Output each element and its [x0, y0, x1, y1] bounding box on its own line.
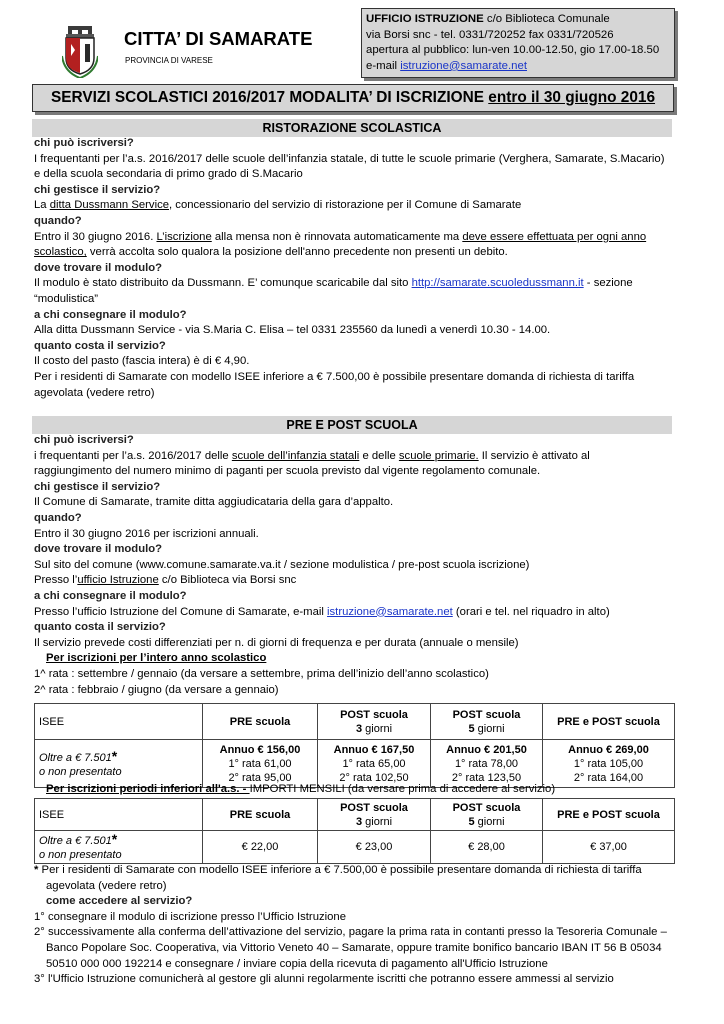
answer-line: Per i residenti di Samarate con modello ISEE inferiore a € 7.500,00 è possibile presentare domanda di richiesta di tariffa: [34, 370, 635, 383]
answer-text: , concessionario del servizio di ristorazione per il Comune di Samarate: [169, 199, 522, 212]
answer-text: alla mensa non è rinnovata automaticamente ma: [211, 230, 463, 243]
col-post3: [318, 799, 431, 831]
rata2-amount: 2° rata 95,00: [228, 771, 292, 784]
answer-text: La: [34, 199, 50, 212]
row-label: [35, 831, 203, 864]
monthly-fee-table: [34, 798, 675, 864]
question: a chi consegnare il modulo?: [34, 308, 187, 321]
answer-text: e delle: [359, 449, 399, 462]
footer-notes: [34, 863, 684, 988]
cell-prepost: [543, 740, 675, 788]
asterisk: *: [111, 747, 118, 764]
col-prepost: PRE e POST scuola: [543, 704, 675, 740]
row-label-text: o non presentato: [39, 765, 122, 778]
rata2-amount: 2° rata 123,50: [451, 771, 522, 784]
table-row: [35, 831, 675, 864]
col-post3: [318, 704, 431, 740]
section-header-prepost: PRE E POST SCUOLA: [32, 416, 672, 434]
annual-total: Annuo € 201,50: [446, 743, 527, 756]
note-text: agevolata (vedere retro): [46, 879, 167, 892]
rata1-amount: 1° rata 78,00: [454, 757, 519, 770]
answer-text: Entro il 30 giugno 2016.: [34, 230, 157, 243]
answer-text: Il servizio è attivato al: [478, 449, 590, 462]
rata1-amount: 1° rata 61,00: [228, 757, 292, 770]
answer-text: c/o Biblioteca via Borsi snc: [158, 574, 297, 587]
office-hours: apertura al pubblico: lun-ven 10.00-12.50, gio 17.00-18.50: [366, 44, 660, 57]
city-title: CITTA’ DI SAMARATE: [124, 28, 313, 49]
cell-prepost: € 37,00: [543, 831, 675, 864]
answer-line: Sul sito del comune (www.comune.samarate.va.it / sezione modulistica / pre-post scuola iscrizione): [34, 558, 530, 571]
dussmann-name: ditta Dussmann Service: [49, 199, 170, 212]
asterisk: *: [34, 864, 39, 876]
answer-text: (orari e tel. nel riquadro in alto): [452, 605, 610, 618]
question: quanto costa il servizio?: [34, 621, 166, 634]
col-post3-label: POST scuola: [340, 801, 408, 814]
monthly-heading-row: [34, 782, 684, 798]
answer-line: Il costo del pasto (fascia intera) è di € 4,90.: [34, 355, 250, 368]
answer-line: “modulistica”: [34, 292, 99, 305]
row-label-text: Oltre a € 7.501: [39, 751, 112, 764]
answer-text: - sezione: [583, 277, 633, 290]
answer-text: L’iscrizione: [156, 230, 212, 243]
question: quando?: [34, 511, 82, 524]
answer-text: i frequentanti per l’a.s. 2016/2017 delle: [34, 449, 232, 462]
col-post3-days: 3: [355, 815, 363, 828]
answer-line: Il Comune di Samarate, tramite ditta aggiudicataria della gara d’appalto.: [34, 496, 394, 509]
rata-line: 2^ rata : febbraio / giugno (da versare a gennaio): [34, 683, 279, 696]
title-deadline: entro il 30 giugno 2016: [488, 89, 656, 106]
question: quando?: [34, 214, 82, 227]
answer-line: I frequentanti per l’a.s. 2016/2017 delle scuole dell’infanzia statale, di tutte le scuole primarie (Verghera, Samarate, S.Macario): [34, 152, 665, 165]
answer-text: ufficio Istruzione: [77, 574, 159, 587]
col-post5: [431, 704, 543, 740]
col-post5-label: POST scuola: [452, 801, 521, 814]
col-post5-unit: giorni: [474, 815, 505, 828]
office-name: UFFICIO ISTRUZIONE: [366, 13, 484, 25]
prepost-content: [34, 433, 684, 698]
rata2-amount: 2° rata 102,50: [339, 771, 409, 784]
page-title: [32, 84, 674, 112]
ristorazione-content: [34, 136, 684, 401]
rata1-amount: 1° rata 105,00: [573, 757, 644, 770]
answer-text: deve essere effettuata per ogni anno: [462, 230, 647, 243]
col-pre: PRE scuola: [203, 704, 318, 740]
col-isee: ISEE: [35, 799, 203, 831]
answer-text: Presso l’: [34, 574, 78, 587]
annual-total: Annuo € 167,50: [333, 743, 415, 756]
question: chi gestisce il servizio?: [34, 183, 161, 196]
answer-text: Presso l’ufficio Istruzione del Comune di Samarate, e-mail: [34, 605, 328, 618]
col-post5-label: POST scuola: [452, 708, 521, 721]
row-label-text: Oltre a € 7.501: [39, 835, 112, 847]
row-label-text: o non presentato: [39, 849, 122, 861]
email-label: e-mail: [366, 59, 401, 72]
answer-text: verrà accolta solo qualora la posizione dell'anno precedente non presenti un debito.: [86, 246, 508, 259]
cell-pre: € 22,00: [203, 831, 318, 864]
answer-text: scolastico,: [34, 246, 87, 259]
col-post5: [431, 799, 543, 831]
question: dove trovare il modulo?: [34, 261, 163, 274]
office-address: via Borsi snc - tel. 0331/720252 fax 0331/720526: [366, 28, 614, 41]
col-post5-unit: giorni: [474, 722, 505, 735]
rata-line: 1^ rata : settembre / gennaio (da versare a settembre, prima dell’inizio dell’anno scolastico): [34, 667, 489, 680]
col-post5-days: 5: [468, 722, 475, 735]
answer-line: Il servizio prevede costi differenziati per n. di giorni di frequenza e per durata (annuale o mensile): [34, 636, 519, 649]
istruzione-email-link[interactable]: istruzione@samarate.net: [327, 605, 453, 618]
city-crest-icon: [62, 26, 98, 78]
col-post3-unit: giorni: [362, 815, 393, 828]
col-post5-days: 5: [468, 815, 475, 828]
answer-line: Entro il 30 giugno 2016 per iscrizioni annuali.: [34, 527, 259, 540]
answer-text: Il modulo è stato distribuito da Dussmann. E’ comunque scaricabile dal sito: [34, 277, 412, 290]
question: dove trovare il modulo?: [34, 543, 163, 556]
office-email-link[interactable]: istruzione@samarate.net: [400, 59, 527, 72]
col-post3-label: POST scuola: [340, 708, 408, 721]
section-header-ristorazione: RISTORAZIONE SCOLASTICA: [32, 119, 672, 137]
question: chi gestisce il servizio?: [34, 480, 161, 493]
question: chi può iscriversi?: [34, 434, 134, 446]
step-2: 2° successivamente alla conferma dell’attivazione del servizio, pagare la prima rata in contanti presso la Tesoreria Comunale –: [34, 926, 667, 939]
step-2-cont: 50510 000 000 192214 e consegnare / inviare copia della ricevuta di pagamento all'Ufficio Istruzione: [46, 957, 548, 970]
note-text: Per i residenti di Samarate con modello ISEE inferiore a € 7.500,00 è possibile presentare domanda di richiesta di tariffa: [38, 864, 642, 876]
col-isee: ISEE: [35, 704, 203, 740]
how-to-heading: come accedere al servizio?: [46, 895, 193, 908]
question: quanto costa il servizio?: [34, 339, 166, 352]
annual-heading: Per iscrizioni per l’intero anno scolastico: [46, 652, 267, 665]
table-header-row: [35, 704, 675, 740]
monthly-heading-rest: IMPORTI MENSILI (da versare prima di accedere al servizio): [249, 783, 556, 795]
row-label: [35, 740, 203, 788]
cell-post5: [431, 740, 543, 788]
annual-total: Annuo € 269,00: [568, 743, 649, 756]
cell-pre: [203, 740, 318, 788]
answer-text: scuole dell’infanzia statali: [231, 449, 360, 462]
rata1-amount: 1° rata 65,00: [342, 757, 406, 770]
cell-post3: € 23,00: [318, 831, 431, 864]
title-prefix: SERVIZI SCOLASTICI 2016/2017 MODALITA’ DI ISCRIZIONE: [50, 89, 489, 106]
answer-text: scuole primarie.: [398, 449, 479, 462]
province-name: PROVINCIA DI VARESE: [125, 56, 213, 65]
rata2-amount: 2° rata 164,00: [573, 771, 644, 784]
step-1: 1° consegnare il modulo di iscrizione presso l’Ufficio Istruzione: [34, 910, 346, 923]
cell-post5: € 28,00: [431, 831, 543, 864]
step-2-cont: Banco Popolare Soc. Cooperativa, via Vittorio Veneto 40 – Samarate, oppure tramite bonifico bancario IBAN IT 56 B 05034: [46, 941, 662, 954]
dussmann-site-link[interactable]: http://samarate.scuoledussmann.it: [411, 277, 584, 290]
answer-line: Alla ditta Dussmann Service - via S.Maria C. Elisa – tel 0331 235560 da lunedì a venerdì 10.30 - 14.00.: [34, 324, 551, 337]
annual-fee-table: [34, 703, 675, 788]
cell-post3: [318, 740, 431, 788]
monthly-heading: Per iscrizioni periodi inferiori all'a.s. -: [46, 783, 250, 795]
col-prepost: PRE e POST scuola: [543, 799, 675, 831]
annual-total: Annuo € 156,00: [219, 743, 301, 756]
col-post3-unit: giorni: [362, 722, 393, 735]
office-info-box: [361, 8, 675, 78]
question: chi può iscriversi?: [34, 137, 134, 149]
answer-line: raggiungimento del numero minimo di paganti per scuola previsto dal vigente regolamento comunale.: [34, 465, 541, 478]
answer-line: e della scuola secondaria di primo grado di S.Macario: [34, 168, 303, 181]
asterisk: *: [111, 831, 118, 847]
answer-line: agevolata (vedere retro): [34, 386, 155, 399]
table-header-row: [35, 799, 675, 831]
table-row: [35, 740, 675, 788]
col-post3-days: 3: [355, 722, 363, 735]
question: a chi consegnare il modulo?: [34, 589, 187, 602]
office-location: c/o Biblioteca Comunale: [483, 13, 610, 25]
col-pre: PRE scuola: [203, 799, 318, 831]
step-3: 3° l'Ufficio Istruzione comunicherà al gestore gli alunni regolarmente iscritti che potranno essere ammessi al servizio: [34, 973, 614, 986]
